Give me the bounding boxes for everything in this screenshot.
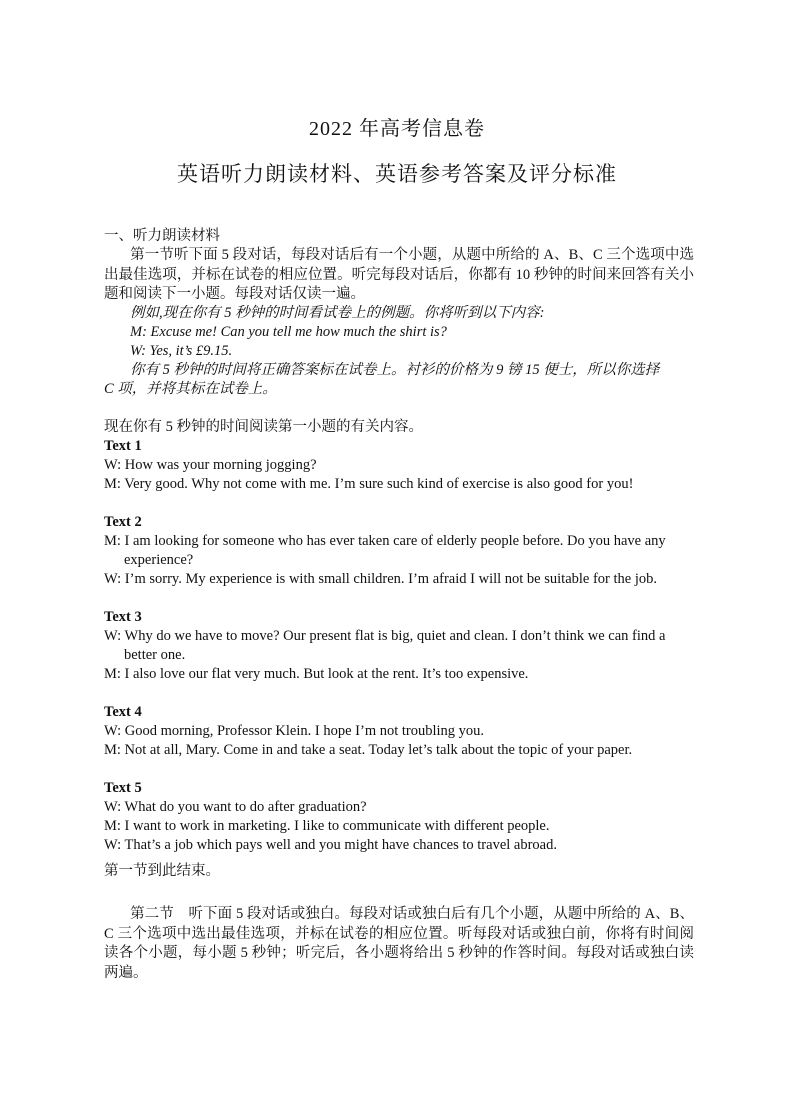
example-note-line1: 你有 5 秒钟的时间将正确答案标在试卷上。衬衫的价格为 9 镑 15 便士，所以你选择 <box>130 362 660 378</box>
section2-instructions-text: 第二节 听下面 5 段对话或独白。每段对话或独白后有几个小题，从题中所给的 A、B、C 三个选项中选出最佳选项，并标在试卷的相应位置。听每段对话或独白前，你将有时间阅读各个小题，每小题 5 秒钟；听完后，各小题将给出 5 秒钟的作答时间。每段对话或独白读两遍。 <box>104 906 694 981</box>
text-4-line-2: M: Not at all, Mary. Come in and take a seat. Today let’s talk about the topic of your paper. <box>104 742 633 758</box>
example-dialogue-m: M: Excuse me! Can you tell me how much the shirt is? <box>130 324 447 340</box>
text-1-label: Text 1 <box>104 438 142 454</box>
text-3-label: Text 3 <box>104 609 142 625</box>
text-5-label: Text 5 <box>104 780 142 796</box>
section1-instructions-text: 第一节听下面 5 段对话，每段对话后有一个小题，从题中所给的 A、B、C 三个选项中选出最佳选项，并标在试卷的相应位置。听完每段对话后，你都有 10 秒钟的时间来回答有关小题和阅读下一小题。每段对话仅读一遍。 <box>104 247 694 302</box>
text-4-label: Text 4 <box>104 704 142 720</box>
text-3-line-2: M: I also love our flat very much. But look at the rent. It’s too expensive. <box>104 666 529 682</box>
section1-end: 第一节到此结束。 <box>104 863 220 879</box>
example-intro: 例如,现在你有 5 秒钟的时间看试卷上的例题。你将听到以下内容: <box>130 305 545 321</box>
text-1-line-1: W: How was your morning jogging? <box>104 457 317 473</box>
text-2-line-2: W: I’m sorry. My experience is with small children. I’m afraid I will not be suitable for the job. <box>104 571 657 587</box>
text-3-line-1: W: Why do we have to move? Our present flat is big, quiet and clean. I don’t think we can find a <box>104 628 666 644</box>
example-dialogue-w: W: Yes, it’s £9.15. <box>130 343 233 359</box>
text-2-line-1-cont: experience? <box>124 552 194 568</box>
document-subtitle: 英语听力朗读材料、英语参考答案及评分标准 <box>177 162 617 186</box>
section1-instructions <box>104 246 694 305</box>
text-4-line-1: W: Good morning, Professor Klein. I hope I’m not troubling you. <box>104 723 485 739</box>
section2-instructions <box>104 905 694 983</box>
text-5-line-3: W: That’s a job which pays well and you might have chances to travel abroad. <box>104 837 557 853</box>
text-5-line-1: W: What do you want to do after graduation? <box>104 799 367 815</box>
section-heading: 一、听力朗读材料 <box>104 228 220 244</box>
read-prompt: 现在你有 5 秒钟的时间阅读第一小题的有关内容。 <box>104 419 423 435</box>
text-2-line-1: M: I am looking for someone who has ever taken care of elderly people before. Do you have any <box>104 533 666 549</box>
example-note-line2: C 项，并将其标在试卷上。 <box>104 381 277 397</box>
text-5-line-2: M: I want to work in marketing. I like to communicate with different people. <box>104 818 550 834</box>
text-1-line-2: M: Very good. Why not come with me. I’m sure such kind of exercise is also good for you! <box>104 476 634 492</box>
text-3-line-1-cont: better one. <box>124 647 186 663</box>
document-title: 2022 年高考信息卷 <box>309 118 485 140</box>
text-2-label: Text 2 <box>104 514 142 530</box>
